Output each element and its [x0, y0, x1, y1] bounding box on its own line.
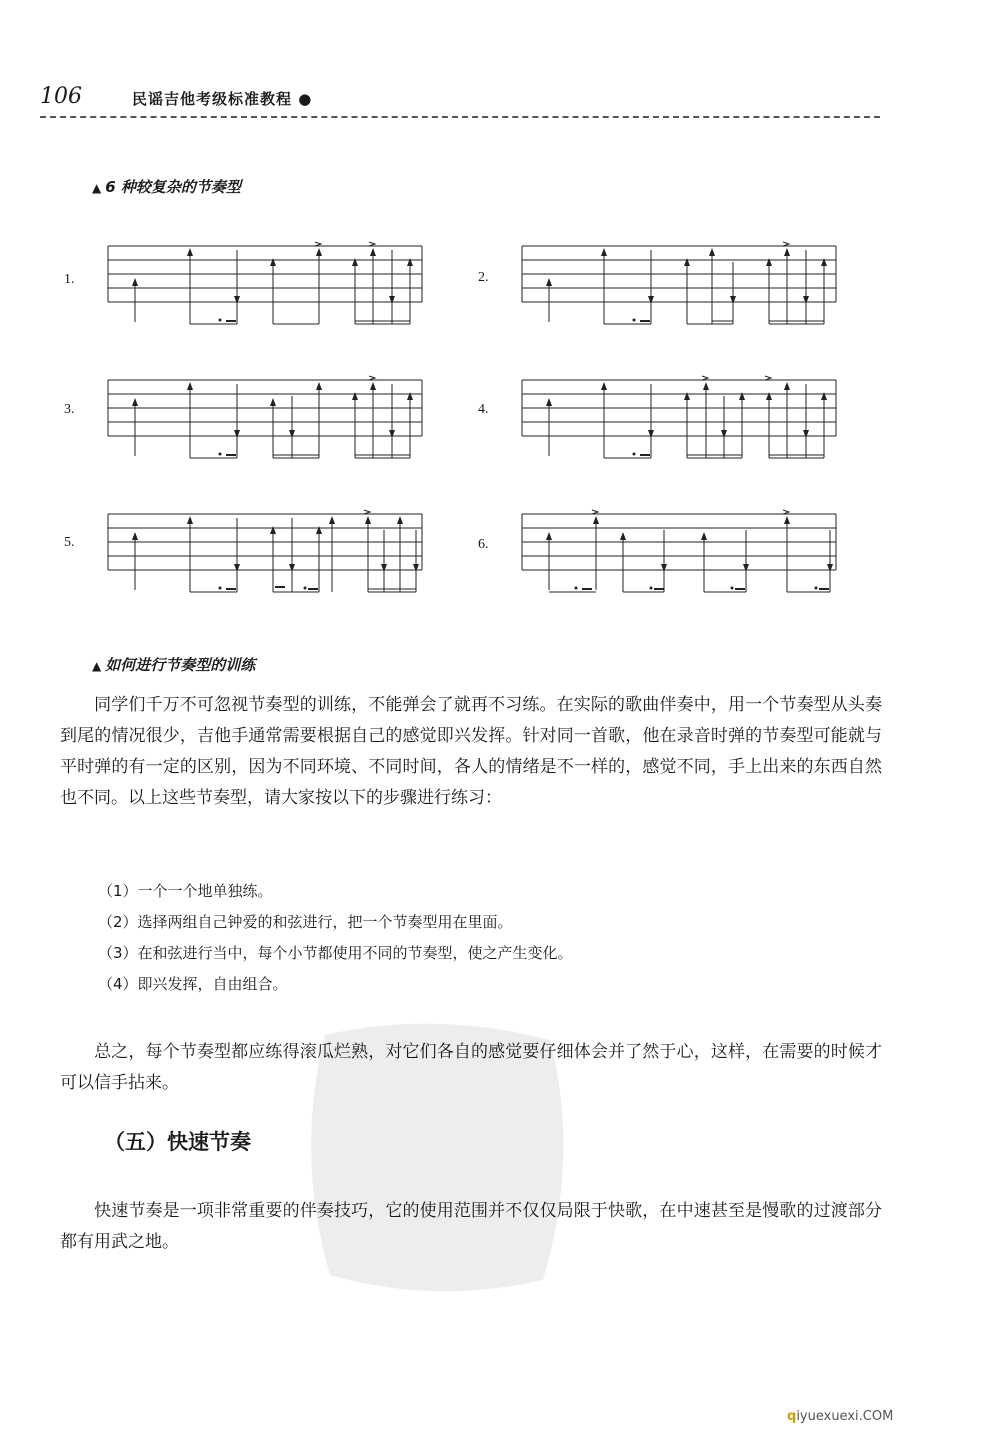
book-title: 民谣吉他考级标准教程 ●	[132, 90, 313, 108]
section-heading-fast: （五）快速节奏	[104, 1129, 251, 1154]
rhythm-pattern-4	[514, 372, 844, 462]
rhythm-pattern-6	[514, 506, 844, 596]
pattern-number-3: 3.	[64, 402, 75, 417]
header-divider	[40, 116, 880, 118]
list-item: （2）选择两组自己钟爱的和弦进行，把一个节奏型用在里面。	[98, 913, 513, 931]
subheading-patterns-text: 6 种较复杂的节奏型	[105, 178, 241, 196]
rhythm-pattern-5	[100, 506, 430, 596]
subheading-training	[92, 654, 255, 675]
training-paragraph	[60, 690, 882, 814]
pattern-number-1: 1.	[64, 272, 75, 287]
training-paragraph-text: 同学们千万不可忽视节奏型的训练，不能弹会了就再不习练。在实际的歌曲伴奏中，用一个节奏型从头奏到尾的情况很少，吉他手通常需要根据自己的感觉即兴发挥。针对同一首歌，他在录音时弹的节奏型可能就与平时弹的有一定的区别，因为不同环境、不同时间，各人的情绪是不一样的，感觉不同，手上出来的东西自然也不同。以上这些节奏型，请大家按以下的步骤进行练习：	[60, 695, 882, 808]
rhythm-pattern-3	[100, 372, 430, 462]
pattern-number-2: 2.	[478, 270, 489, 285]
rhythm-pattern-2	[514, 238, 844, 328]
seal-watermark	[285, 1005, 585, 1305]
list-item: （3）在和弦进行当中，每个小节都使用不同的节奏型，使之产生变化。	[98, 944, 573, 962]
page-header	[40, 78, 880, 114]
triangle-icon: ▲	[92, 181, 102, 195]
fast-rhythm-paragraph-text: 快速节奏是一项非常重要的伴奏技巧，它的使用范围并不仅仅局限于快歌，在中速甚至是慢歌的过渡部分都有用武之地。	[60, 1201, 882, 1252]
list-item: （4）即兴发挥，自由组合。	[98, 975, 288, 993]
pattern-number-5: 5.	[64, 535, 75, 550]
page-number: 106	[40, 84, 82, 109]
site-watermark: qiyuexuexi.COM	[787, 1409, 894, 1424]
pattern-number-4: 4.	[478, 402, 489, 417]
practice-steps-list	[98, 876, 573, 1000]
subheading-patterns	[92, 176, 241, 197]
summary-paragraph-text: 总之，每个节奏型都应练得滚瓜烂熟，对它们各自的感觉要仔细体会并了然于心，这样，在需要的时候才可以信手拈来。	[60, 1042, 882, 1093]
pattern-number-6: 6.	[478, 537, 489, 552]
list-item: （1）一个一个地单独练。	[98, 882, 273, 900]
triangle-icon: ▲	[92, 659, 102, 673]
rhythm-pattern-1	[100, 238, 430, 328]
subheading-training-text: 如何进行节奏型的训练	[105, 656, 256, 674]
